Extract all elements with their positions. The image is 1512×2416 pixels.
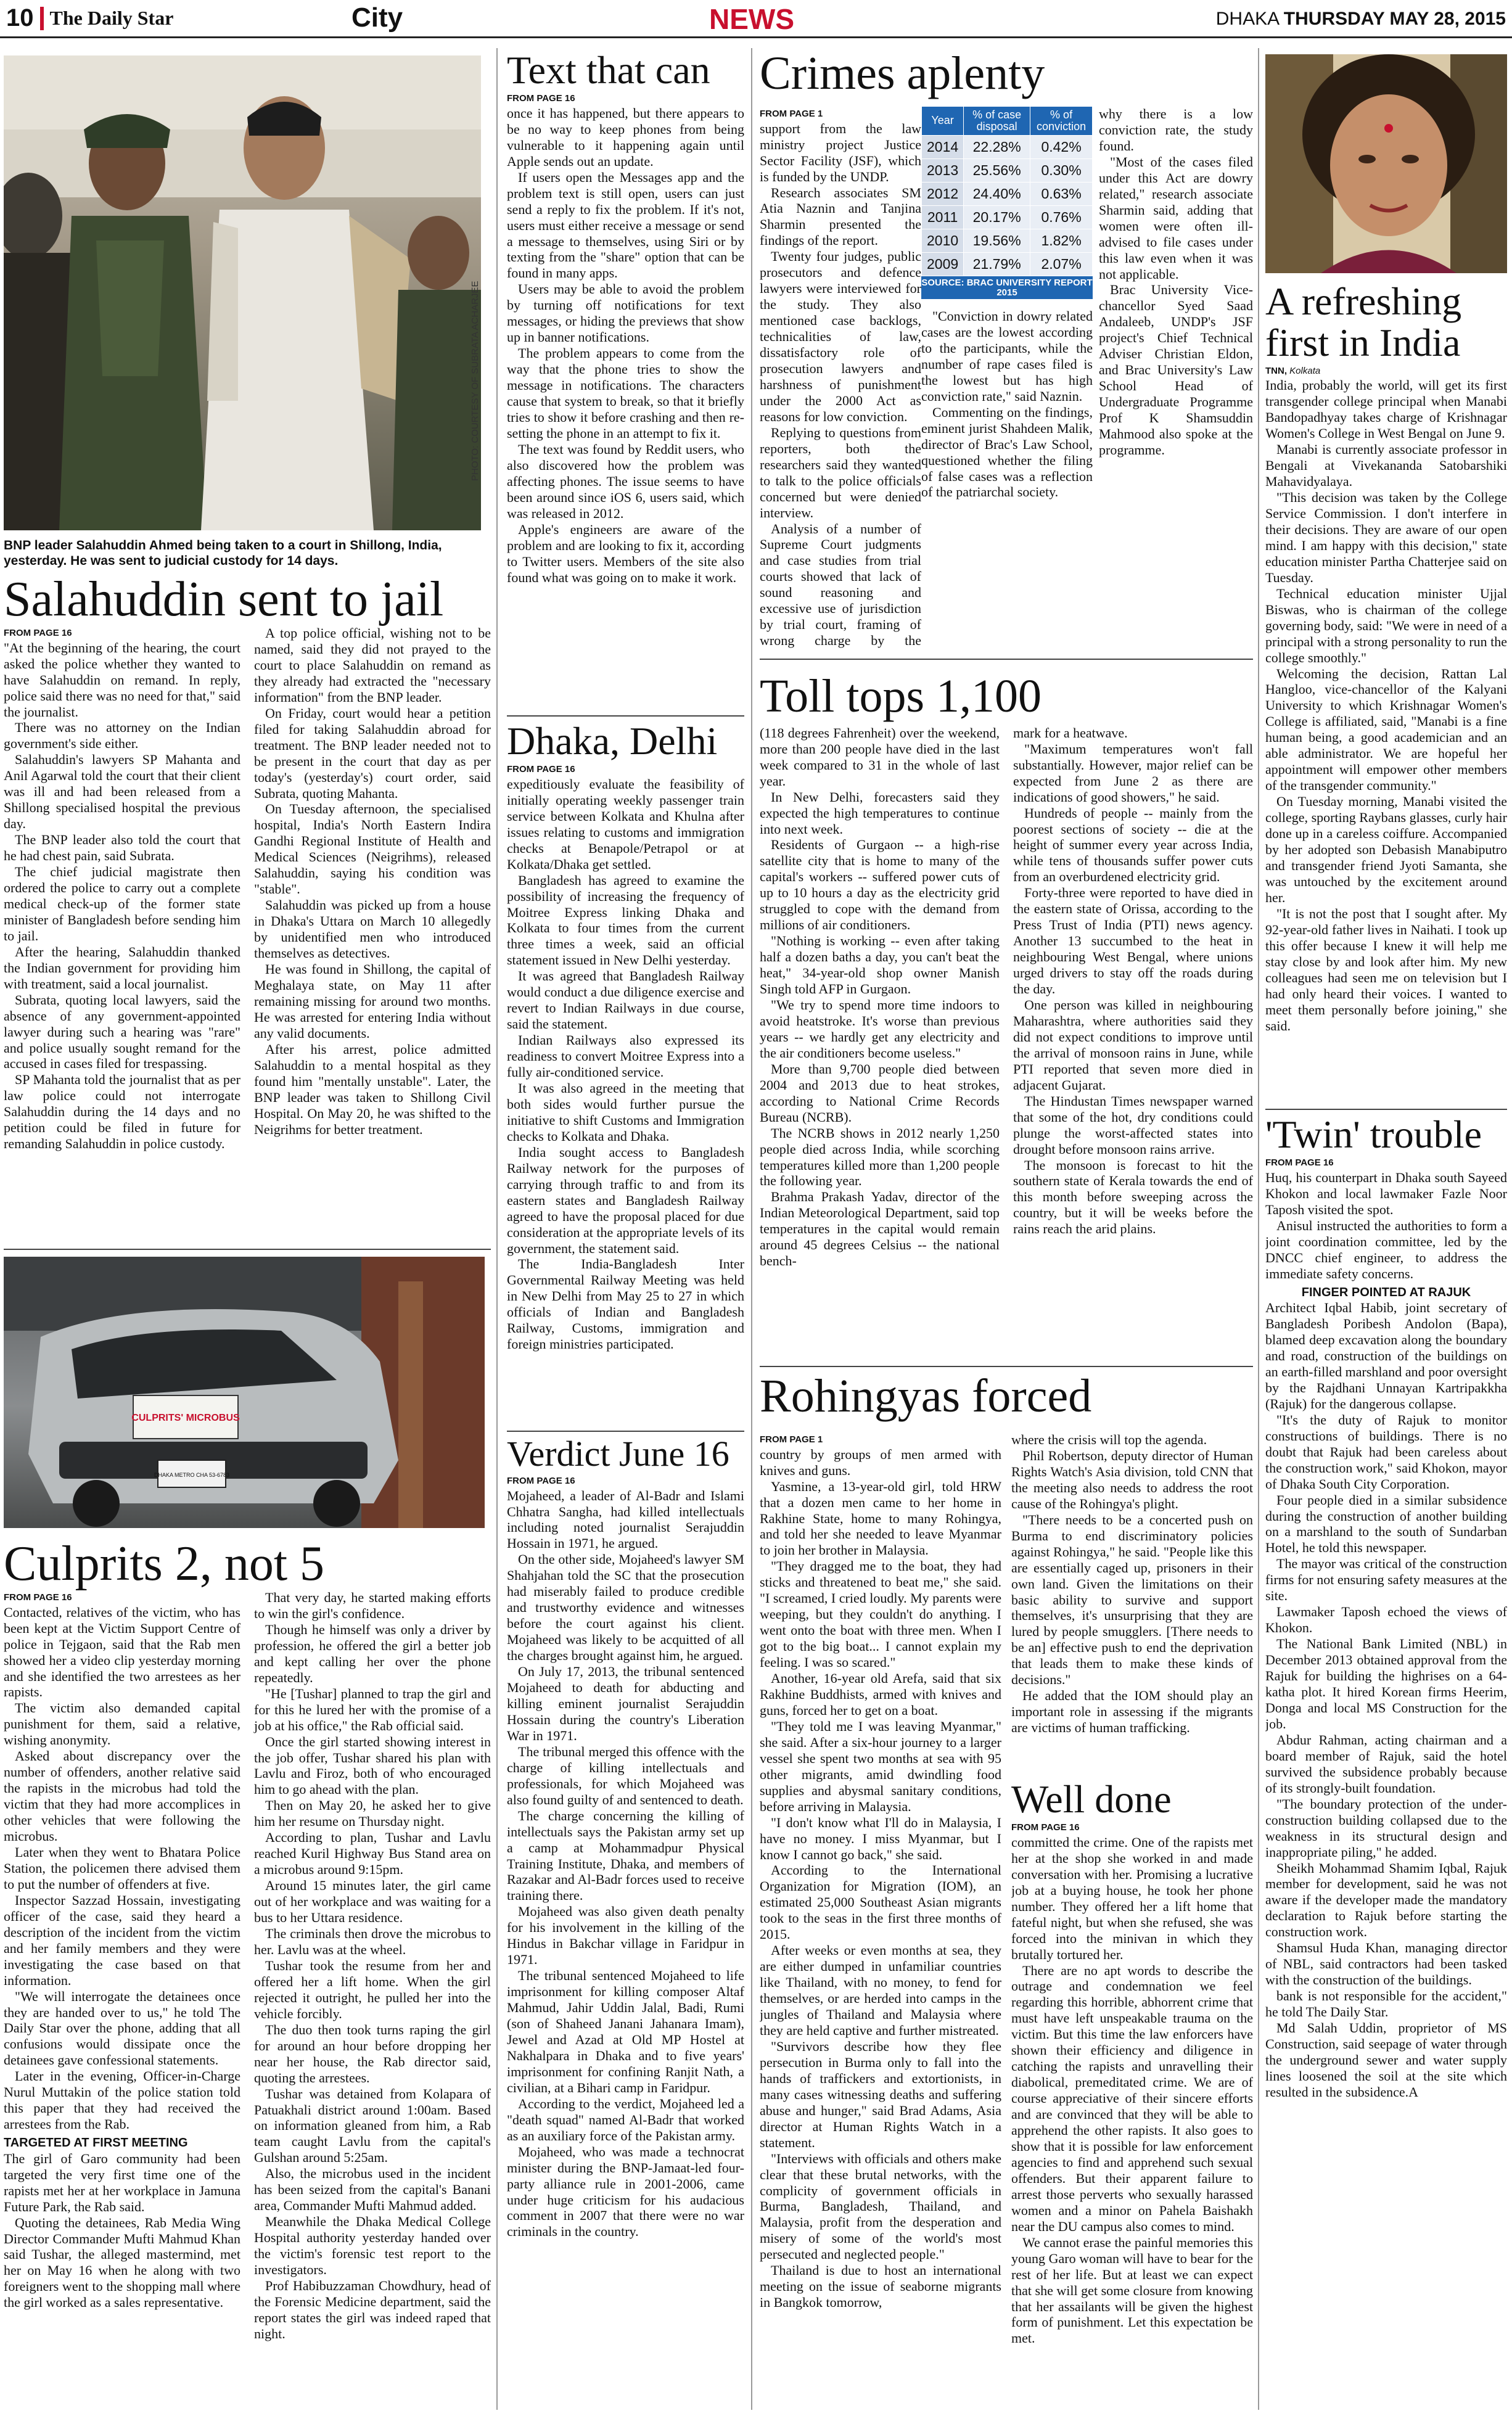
paragraph: Contacted, relatives of the victim, who has been kept at the Victim Support Centre of police in Tejgaon, said that the Rab men showed her a video clip yesterday morning and she identified the two arrestees as her rapists. — [4, 1604, 240, 1700]
microbus-illustration — [4, 1257, 485, 1528]
article-refreshing — [1265, 281, 1507, 1191]
paragraph: committed the crime. One of the rapists met her at the shop she worked in and made conversation with her. Promising a lucrative job at a buying house, he took her phone number. They offered her a lift home that fateful night, but when she refused, she was forced into the minivan in which they brutally tortured her. — [1011, 1834, 1253, 1962]
table-cell: 21.79% — [964, 252, 1030, 276]
paragraph: where the crisis will top the agenda. — [1011, 1432, 1207, 1447]
paragraph: The tribunal merged this offence with the charge of killing intellectuals and professionals, for which Mojaheed was also found guilty of and sentenced to death. — [507, 1743, 744, 1807]
paragraph: (118 degrees Fahrenheit) over the weekend, more than 200 people have died in the last week compared to 31 in the whole of last year. — [760, 725, 1000, 789]
table-row — [922, 135, 1093, 158]
table-header-cell: % of conviction — [1030, 107, 1093, 136]
paragraph: "There needs to be a concerted push on Burma to end discriminatory policies against Rohingya," he said. "People like this are essentially caged up, prisoners in their own land. Given the limitations on their basic ability to survive and support themselves, it's unsurprising that they are lured by people smugglers. [There needs to be an] effective push to end the deprivation that leads them to make these kinds of decisions." — [1011, 1511, 1253, 1688]
paragraph: Huq, his counterpart in Dhaka south Sayeed Khokon and local lawmaker Fazle Noor Taposh visited the spot. — [1265, 1169, 1507, 1217]
paragraph: According to plan, Tushar and Lavlu reached Kuril Highway Bus Stand area on a microbus around 9:15pm. — [254, 1830, 491, 1878]
from-page: FROM PAGE 1 — [760, 1434, 823, 1445]
column-divider — [751, 48, 752, 2410]
table-cell: 2013 — [922, 158, 964, 182]
paragraph: Bangladesh has agreed to examine the possibility of increasing the frequency of Moitree Express linking Dhaka and Kolkata to four times from the current three times a week, said an official statement issued in New Delhi yesterday. — [507, 872, 744, 968]
paragraph: That very day, he started making efforts to win the girl's confidence. — [254, 1590, 491, 1621]
paragraph: "We will interrogate the detainees once they are handed over to us," he told The Daily Star over the phone, adding that all confusions would dissipate once the detainees gave confessional statements. — [4, 1988, 240, 2068]
from-page: FROM PAGE 1 — [760, 109, 823, 119]
table-cell: 0.76% — [1030, 205, 1093, 229]
microbus-photo — [4, 1257, 485, 1528]
paragraph: bank is not responsible for the accident," he told The Daily Star. — [1265, 1988, 1507, 2020]
table-cell: 24.40% — [964, 182, 1030, 205]
paragraph: Later when they went to Bhatara Police Station, the policemen there advised them to put the number of offenders at five. — [4, 1844, 240, 1892]
paragraph: Then on May 20, he asked her to give him her resume on Thursday night. — [254, 1798, 491, 1830]
photo-caption: BNP leader Salahuddin Ahmed being taken to a court in Shillong, India, yesterday. He was sent to judicial custody for 14 days. — [4, 538, 442, 569]
table-cell: 2009 — [922, 252, 964, 276]
paragraph: Architect Iqbal Habib, joint secretary of Bangladesh Poribesh Andolon (Bapa), blamed deep excavation along the boundary and road, construction of the buildings on an earth-filled marshland and poor oversight by the Rajdhani Unnayan Kartripakkha (Rajuk) for the dangerous collapse. — [1265, 1300, 1507, 1411]
paragraph: He added that the IOM should play an important role in assessing if the migrants are victims of human trafficking. — [1011, 1688, 1253, 1736]
headline: A refreshing first in India — [1265, 279, 1462, 365]
article-body — [4, 1590, 491, 2404]
from-page: FROM PAGE 16 — [507, 1475, 575, 1486]
article-body — [1099, 106, 1253, 649]
table-cell: 2014 — [922, 135, 964, 158]
paragraph: Twenty four judges, public prosecutors and defence lawyers were interviewed for the study. They also mentioned case backlogs, technicalities of law, dissatisfactory role of prosecution lawyers and harshness of punishment under the 2000 Act as reasons for low conviction. — [760, 249, 921, 424]
paragraph: "We try to spend more time indoors to avoid heatstroke. It's worse than previous years -- we hardly get any electricity and the air conditioners become useless." — [760, 997, 1000, 1061]
section-label: City — [351, 2, 403, 33]
table-header-cell: % of case disposal — [964, 107, 1030, 136]
article-body — [1011, 1820, 1253, 2399]
salahuddin-photo-illustration — [4, 55, 481, 530]
paragraph: The girl of Garo community had been targeted the very first time one of the rapists met her at her workplace in Jamuna Future Park, the Rab said. — [4, 2150, 240, 2214]
paragraph: The NCRB shows in 2012 nearly 1,250 people died across India, while scorching temperatures killed more than 1,200 people the following year. — [760, 1125, 1000, 1189]
paragraph: Mojaheed, a leader of Al-Badr and Islami Chhatra Sangha, had killed intellectuals including noted journalist Serajuddin Hossain in 1971, he argued. — [507, 1487, 744, 1551]
paragraph: The monsoon is forecast to hit the southern state of Kerala towards the end of this month before sweeping across the country, but it will be weeks before the rains reach the arid plains. — [1013, 1157, 1253, 1237]
paragraph: Prof Habibuzzaman Chowdhury, head of the Forensic Medicine department, said the report states the girl was indeed raped that night. — [254, 2277, 491, 2341]
table-header-row — [922, 107, 1093, 136]
paragraph: "They told me I was leaving Myanmar," she said. After a six-hour journey to a larger vessel she spent two months at sea with 95 other migrants, amid dwindling food supplies and abysmal sanitary conditions, before arriving in Malaysia. — [760, 1718, 1001, 1814]
paragraph: Around 15 minutes later, the girl came out of her workplace and was waiting for a bus to her Uttara residence. — [254, 1878, 491, 1926]
from-page: FROM PAGE 16 — [4, 1592, 72, 1603]
paragraph: On the other side, Mojaheed's lawyer SM Shahjahan told the SC that the prosecution had miserably failed to produce credible and trustworthy evidence and witnesses before the court against his client. Mojaheed was likely to be acquitted of all the charges brought against him, he argued. — [507, 1551, 744, 1664]
paragraph: There are no apt words to describe the outrage and condemnation we feel regarding this horrible, abhorrent crime that must have left unspeakable trauma on the victim. But this time the law enforcers have shown their efficiency and diligence in catching the rapists and unravelling their diabolical, premeditated crime. We are of course appreciative of their sincere efforts and are convinced that they will be able to apprehend the other rapists. It also goes to show that it is possible for law enforcement agencies to find and apprehend such sexual offenders. But their apparent failure to arrest those perverts who sexually harassed women and a minor on Pahela Baishakh near the DU campus also comes to mind. — [1011, 1962, 1253, 2234]
table-cell: 25.56% — [964, 158, 1030, 182]
paragraph: If users open the Messages app and the problem text is still open, users can just send a reply to fix the problem. If it's not, users must either receive a message or send a message to themselves, using Siri or by texting from the "share" option that can be found in many apps. — [507, 169, 744, 281]
paragraph: Analysis of a number of Supreme Court judgments and case studies from trial courts showed that lack of sound reasoning and excessive use of jurisdiction by trial court, framing of wrong charge by the — [760, 520, 921, 649]
rohingyas-column-1 — [760, 1432, 1001, 2412]
paragraph: Lawmaker Taposh echoed the views of Khokon. — [1265, 1604, 1507, 1636]
paragraph: It was also agreed in the meeting that both sides would further pursue the initiative to shift Customs and Immigration checks to Kolkata and Dhaka. — [507, 1080, 744, 1144]
paragraph: once it has happened, but there appears to be no way to keep phones from being vulnerable to it happening again until Apple sends out an update. — [507, 105, 744, 169]
crimes-table-box — [921, 106, 1093, 299]
paragraph: Welcoming the decision, Rattan Lal Hangloo, vice-chancellor of the Kalyani University to which Krishnagar Women's College is affiliated, said, "Manabi is a fine human being, a good academician and an able administrator. We are hopeful her appointment will empower other members of the transgender community." — [1265, 665, 1507, 794]
from-page: FROM PAGE 16 — [4, 628, 72, 638]
paragraph: Inspector Sazzad Hossain, investigating officer of the case, said they heard a description of the incident from the victim and her family members and they were investigating the case based on that information. — [4, 1892, 240, 1988]
manabi-photo — [1265, 54, 1507, 273]
article-toll — [760, 672, 1253, 1366]
paragraph: Salahuddin was picked up from a house in Dhaka's Uttara on March 10 allegedly by unidentified men who introduced themselves as detectives. — [254, 897, 491, 961]
table-cell: 0.63% — [1030, 182, 1093, 205]
table-cell: 0.30% — [1030, 158, 1093, 182]
paper-name: The Daily Star — [49, 7, 174, 29]
table-cell: 2010 — [922, 229, 964, 252]
paragraph: "I don't know what I'll do in Malaysia, I have no money. I miss Myanmar, but I know I cannot go back," she said. — [760, 1814, 1001, 1862]
paragraph: After the hearing, Salahuddin thanked the Indian government for providing him with treatment, said a local journalist. — [4, 943, 240, 992]
microbus-plate: DHAKA METRO CHA 53-6783 — [154, 1472, 230, 1478]
paragraph: Abdur Rahman, acting chairman and a board member of Rajuk, said the hotel survived the subsidence probably because of its strongly-built foundation. — [1265, 1732, 1507, 1796]
section-rule — [1265, 1109, 1507, 1110]
headline: Rohingyas forced — [760, 1370, 1092, 1422]
table-cell: 2011 — [922, 205, 964, 229]
paragraph: "It is not the post that I sought after. My 92-year-old father lives in Naihati. I took up this offer because I knew it will help me stay close by and look after him. My new colleagues had seen me on television but I had only heard their voices. I wanted to meet them personally before joining," she said. — [1265, 905, 1507, 1033]
dateline-place: Kolkata — [1289, 366, 1321, 377]
paragraph: Phil Robertson, deputy director of Human Rights Watch's Asia division, told CNN that the meeting also needs to address the root cause of the Rohingya's plight. — [1011, 1447, 1253, 1511]
paragraph: "At the beginning of the hearing, the court asked the police whether they wanted to have Salahuddin on remand. In reply, police said there was no need for that," said the journalist. — [4, 639, 240, 720]
from-page: FROM PAGE 16 — [507, 764, 575, 775]
table-source: SOURCE: BRAC UNIVERSITY REPORT 2015 — [921, 276, 1093, 300]
article-dhaka-delhi — [507, 720, 744, 1452]
paragraph: The duo then took turns raping the girl for around an hour before dropping her near her house, the Rab director said, quoting the arrestees. — [254, 2021, 491, 2085]
table-row — [922, 205, 1093, 229]
table-cell: 0.42% — [1030, 135, 1093, 158]
article-verdict — [507, 1436, 744, 2398]
paragraph: Sheikh Mohammad Shamim Iqbal, Rajuk member for development, said he was not aware if the developer made the mandatory declaration to Rajuk before starting the construction work. — [1265, 1860, 1507, 1940]
paragraph: It was agreed that Bangladesh Railway would conduct a due diligence exercise and revert to Indian Railways in due course, said the statement. — [507, 968, 744, 1032]
paragraph: The chief judicial magistrate then ordered the police to carry out a complete medical check-up of the former state minister of Bangladesh before sending him to jail. — [4, 864, 240, 943]
section-rule — [4, 1249, 491, 1250]
paragraph: "This decision was taken by the College Service Commission. I don't interfere in their decisions. They are aware of our open mind. I am happy with this decision," state education minister Partha Chatterjee said on Tuesday. — [1265, 490, 1507, 585]
paragraph: "It's the duty of Rajuk to monitor constructions of buildings. There is no doubt that Rajuk had been careless about the construction work," said Khokon, mayor of Dhaka South City Corporation. — [1265, 1411, 1507, 1492]
paragraph: The mayor was critical of the construction firms for not ensuring safety measures at the site. — [1265, 1556, 1507, 1604]
page-masthead — [0, 0, 1512, 38]
headline: Crimes aplenty — [760, 47, 1045, 99]
paragraph: "They dragged me to the boat, they had sticks and threatened to beat me," she said. "I screamed, I cried loudly. My parents were weeping, but they couldn't do anything. I went onto the boat with three men. When I got to the big boat... I cannot explain my feeling. I was so scared." — [760, 1558, 1001, 1670]
crimes-column-2 — [921, 308, 1093, 651]
paragraph: The charge concerning the killing of intellectuals says the Pakistan army set up a camp at Mohammadpur Physical Training Institute, Dhaka, and members of Razakar and Al-Badr forces used to receive training there. — [507, 1807, 744, 1904]
headline: Dhaka, Delhi — [507, 719, 718, 763]
headline: Salahuddin sent to jail — [4, 572, 444, 627]
paragraph: Research associates SM Atia Naznin and Tanjina Sharmin presented the findings of the report. — [760, 184, 921, 249]
paragraph: "Maximum temperatures won't fall substantially. However, major relief can be expected from June 2 as there are indications of good showers," he said. — [1013, 741, 1253, 805]
paragraph: Md Salah Uddin, proprietor of MS Construction, said seepage of water through the underground sewer and water supply lines loosened the soil at the site which resulted in the subsidence.A — [1265, 2020, 1507, 2100]
page-number: 10 — [6, 4, 34, 31]
paragraph: Users may be able to avoid the problem by turning off notifications for text messages, or hiding the previews that show up in banner notifications. — [507, 281, 744, 345]
column-divider — [496, 48, 498, 2410]
rohingyas-column-2 — [1011, 1432, 1253, 1774]
section-rule — [760, 659, 1253, 660]
salahuddin-photo — [4, 55, 481, 530]
paragraph: Manabi is currently associate professor in Bengali at Vivekananda Satobarshiki Mahavidyalaya. — [1265, 442, 1507, 490]
paragraph: "He [Tushar] planned to trap the girl and for this he lured her with the promise of a job at his office," the Rab official said. — [254, 1685, 491, 1733]
paragraph: The National Bank Limited (NBL) in December 2013 obtained approval from the Rajuk for building the highrises on a 64-katha plot. It hired Korean firms Heerim, Donga and local MS Construction for the job. — [1265, 1636, 1507, 1732]
paragraph: "Survivors describe how they flee persecution in Burma only to fall into the hands of traffickers and extortionists, in many cases witnessing deaths and suffering abuse and hunger," said Brad Adams, Asia director at Human Rights Watch in a statement. — [760, 2038, 1001, 2150]
paragraph: Mojaheed, who was made a technocrat minister during the BNP-Jamaat-led four-party alliance rule in 2001-2006, came under huge criticism for his audacious comment in 2007 that there were no war criminals in the country. — [507, 2143, 744, 2240]
manabi-photo-illustration — [1265, 54, 1507, 273]
table-cell: 20.17% — [964, 205, 1030, 229]
article-body — [507, 91, 744, 750]
table-cell: 2.07% — [1030, 252, 1093, 276]
paragraph: One person was killed in neighbouring Maharashtra, where authorities said they did not expect conditions to improve until the arrival of monsoon rains in June, while PTI reported that seven more died in adjacent Gujarat. — [1013, 997, 1253, 1093]
table-row — [922, 252, 1093, 276]
paragraph: Replying to questions from reporters, both the researchers said they wanted to talk to the police officials concerned but were denied interview. — [760, 424, 921, 520]
paragraph: Tushar was detained from Kolapara of Patuakhali district around 1:00am. Based on information gleaned from him, a Rab team caught Lavlu from the capital's Gulshan around 5:25am. — [254, 2085, 491, 2166]
paragraph: why there is a low conviction rate, the study found. — [1099, 106, 1253, 154]
dateline-date: THURSDAY MAY 28, 2015 — [1283, 9, 1506, 29]
paragraph: country by groups of men armed with knives and guns. — [760, 1446, 1001, 1478]
paragraph: Also, the microbus used in the incident has been seized from the capital's Banani area, Commander Mufti Mahmud added. — [254, 2166, 491, 2214]
article-body — [921, 308, 1093, 651]
paragraph: According to the International Organization for Migration (IOM), an estimated 25,000 Southeast Asian migrants took to the seas in the first three months of 2015. — [760, 1862, 1001, 1942]
paragraph: Four people died in a similar subsidence during the construction of another building on a marshland to the south of Sundarban Hotel, he told this newspaper. — [1265, 1492, 1507, 1556]
paragraph: The problem appears to come from the way that the phone tries to show the message in notifications. The characters cause that system to break, so that it briefly tries to show it before crashing and then re-setting the phone in an attempt to fix it. — [507, 345, 744, 441]
paragraph: "The boundary protection of the under-construction building collapsed due to the weakness in its structural design and inappropriate piling," he added. — [1265, 1796, 1507, 1860]
paragraph: We cannot erase the painful memories this young Garo woman will have to bear for the rest of her life. But at least we can expect that she will get some closure from knowing that her assailants will be given the highest form of punishment. Let this expectation be met. — [1011, 2234, 1253, 2346]
table-cell: 1.82% — [1030, 229, 1093, 252]
news-label: NEWS — [709, 3, 794, 35]
headline: Toll tops 1,100 — [760, 670, 1042, 722]
article-body — [507, 762, 744, 1452]
microbus-sign: CULPRITS' MICROBUS — [131, 1413, 240, 1423]
paragraph: The tribunal sentenced Mojaheed to life imprisonment for killing composer Altaf Mahmud, Jahir Uddin Jalal, Badi, Rumi (son of Shaheed Janani Jahanara Imam), Jewel and Azad at Old MP Hostel at Nakhalpara in Dhaka and to five years' imprisonment for confining Ranjit Nath, a civilian, at a Bihari camp in Faridpur. — [507, 1968, 744, 2095]
paragraph: mark for a heatwave. — [1013, 725, 1128, 741]
article-body — [1265, 1155, 1507, 2407]
paragraph: After weeks or even months at sea, they are either dumped in unfamiliar countries like Thailand, with no money, to fend for themselves, or are herded into camps in the jungles of Thailand and Malaysia where they are held captive and further mistreated. — [760, 1942, 1001, 2038]
table-cell: 2012 — [922, 182, 964, 205]
article-salahuddin — [4, 573, 491, 1267]
paragraph: Forty-three were reported to have died in the eastern state of Orissa, according to the Press Trust of India (PTI) news agency. Another 13 succumbed to the heat in neighbouring West Bengal, where unions urged drivers to stay off the roads during the day. — [1013, 885, 1253, 997]
paragraph: Later in the evening, Officer-in-Charge Nurul Muttakin of the police station told this paper that they had received the arrestees from the Rab. — [4, 2068, 240, 2132]
paragraph: After his arrest, police admitted Salahuddin to a mental hospital as they found him "mentally unstable". Later, the BNP leader was taken to Shillong Civil Hospital. On May 20, he was shifted to the Neigrihms for better treatment. — [254, 1041, 491, 1137]
article-text-that-can — [507, 49, 744, 750]
headline: Culprits 2, not 5 — [4, 1537, 325, 1591]
article-body — [507, 1473, 744, 2398]
article-body — [760, 1432, 1001, 2412]
article-body — [4, 625, 491, 1267]
headline: 'Twin' trouble — [1265, 1112, 1482, 1156]
headline: Well done — [1011, 1777, 1172, 1821]
paragraph: support from the law ministry project Justice Sector Facility (JSF), which is funded by the UNDP. — [760, 120, 921, 184]
paragraph: Residents of Gurgaon -- a high-rise satellite city that is home to many of the capital's workers -- suffered power cuts of up to 10 hours a day as the electricity grid struggled to cope with the demand from millions of air conditioners. — [760, 837, 1000, 933]
crimes-column-1 — [760, 106, 921, 649]
paragraph: More than 9,700 people died between 2004 and 2013 due to heat strokes, according to National Crime Records Bureau (NCRB). — [760, 1061, 1000, 1125]
section-rule — [507, 715, 744, 717]
section-rule — [507, 1431, 744, 1432]
from-page: FROM PAGE 16 — [507, 93, 575, 104]
dateline-tnn — [1265, 366, 1507, 376]
from-page: FROM PAGE 16 — [1011, 1822, 1080, 1833]
article-twin — [1265, 1114, 1507, 2407]
paragraph: Though he himself was only a driver by profession, he offered the girl a better job and kept calling her over the phone repeatedly. — [254, 1621, 491, 1685]
subhead: FINGER POINTED AT RAJUK — [1301, 1285, 1471, 1299]
paragraph: "Interviews with officials and others make clear that these brutal networks, with the complicity of government officials in Burma, Bangladesh, Thailand, and Malaysia, profit from the desperation and misery of some of the world's most persecuted and neglected people." — [760, 2150, 1001, 2262]
dateline-agency: TNN, — [1265, 366, 1287, 377]
paragraph: Indian Railways also expressed its readiness to convert Moitree Express into a fully air-conditioned service. — [507, 1032, 744, 1080]
column-divider — [1258, 48, 1259, 2410]
paragraph: The Hindustan Times newspaper warned that some of the hot, dry conditions could plunge the worst-affected states into drought before monsoon rains arrive. — [1013, 1093, 1253, 1157]
table-row — [922, 182, 1093, 205]
paragraph: Apple's engineers are aware of the problem and are looking to fix it, according to Twitter users. Members of the site also found what was going on to make it work. — [507, 521, 744, 585]
table-cell: 19.56% — [964, 229, 1030, 252]
from-page: FROM PAGE 16 — [1265, 1157, 1334, 1169]
paragraph: In New Delhi, forecasters said they expected the high temperatures to continue into next week. — [760, 789, 1000, 837]
paragraph: Commenting on the findings, eminent jurist Shahdeen Malik, director of Brac's Law School, questioned whether the filing of false cases was a reflection of the patriarchal society. — [921, 404, 1093, 500]
paragraph: Shamsul Huda Khan, managing director of NBL, said contractors had been tasked with the construction of the buildings. — [1265, 1940, 1507, 1988]
paragraph: "Most of the cases filed under this Act are dowry related," research associate Sharmin said, adding that women were often ill-advised to file cases under this law even when it was not applicable. — [1099, 154, 1253, 282]
paragraph: Asked about discrepancy over the number of offenders, another relative said the rapists in the microbus had told the victim that they had more accomplices in other vehicles that were following the microbus. — [4, 1748, 240, 1844]
paragraph: "Conviction in dowry related cases are the lowest according to the participants, while the number of rape cases filed is the lowest but has high conviction rate," said Naznin. — [921, 308, 1093, 404]
table-header-cell: Year — [922, 107, 964, 136]
paragraph: Thailand is due to host an international meeting on the issue of seaborne migrants in Bangkok tomorrow, — [760, 2262, 1001, 2311]
paragraph: A top police official, wishing not to be named, said they did not prayed to the court to place Salahuddin on remand as they already had extracted the "necessary information" from the BNP leader. — [254, 625, 491, 705]
paragraph: Once the girl started showing interest in the job offer, Tushar shared his plan with Lavlu and Firoz, both of who encouraged him to go ahead with the plan. — [254, 1733, 491, 1798]
article-rohingyas — [760, 1372, 1253, 1421]
paragraph: Another, 16-year old Arefa, said that six Rakhine Buddhists, armed with knives and guns, forced her to get on a boat. — [760, 1670, 1001, 1718]
subhead: TARGETED AT FIRST MEETING — [4, 2136, 188, 2150]
dateline — [1216, 9, 1506, 30]
paragraph: Mojaheed was also given death penalty for his involvement in the killing of the Hindus in Bakchar village in Faridpur in 1971. — [507, 1904, 744, 1968]
paragraph: Technical education minister Ujjal Biswas, who is chairman of the college governing body, said: "We were in need of a principal with a strong personality to run the college smoothly." — [1265, 585, 1507, 665]
article-well-done — [1011, 1778, 1253, 2399]
paragraph: Quoting the detainees, Rab Media Wing Director Commander Mufti Mahmud Khan said Tushar, the alleged mastermind, met her on May 16 when he along with two foreigners went to the shopping mall where the girl worked as a sales representative. — [4, 2214, 240, 2311]
paragraph: On Friday, court would hear a petition filed for taking Salahuddin abroad for treatment. The BNP leader needed not to be present in the court that day as per today's (yesterday's) court order, said Subrata, quoting Mahanta. — [254, 705, 491, 801]
paragraph: Subrata, quoting local lawyers, said the absence of any government-appointed lawyer during such a hearing was "rare" and police usually sought remand for the accused in cases filed for trespassing. — [4, 992, 240, 1072]
article-body — [1011, 1432, 1253, 1774]
paragraph: India, probably the world, will get its first transgender college principal when Manabi Bandopadhyay takes charge of Krishnagar Women's College in West Bengal on June 9. — [1265, 377, 1507, 442]
table-row — [922, 229, 1093, 252]
article-body — [760, 725, 1253, 1366]
section-rule — [760, 1366, 1253, 1367]
paragraph: There was no attorney on the Indian government's side either. — [4, 720, 240, 752]
paragraph: Meanwhile the Dhaka Medical College Hospital authority yesterday handed over the victim's forensic test report to the investigators. — [254, 2214, 491, 2278]
paragraph: He was found in Shillong, the capital of Meghalaya state, on May 11 after remaining missing for around two months. He was arrested for entering India without any valid documents. — [254, 961, 491, 1041]
paragraph: According to the verdict, Mojaheed led a "death squad" named Al-Badr that worked as an auxiliary force of the Pakistan army. — [507, 2095, 744, 2143]
paragraph: The criminals then drove the microbus to her. Lavlu was at the wheel. — [254, 1926, 491, 1957]
paragraph: On July 17, 2013, the tribunal sentenced Mojaheed to death for abducting and killing eminent journalist Serajuddin Hossain during the country's Liberation War in 1971. — [507, 1664, 744, 1743]
article-body — [1265, 377, 1507, 1191]
paragraph: "Nothing is working -- even after taking half a dozen baths a day, you can't beat the heat," 34-year-old shop owner Manish Singh told AFP in Gurgaon. — [760, 933, 1000, 997]
paragraph: Yasmine, a 13-year-old girl, told HRW that a dozen men came to her home in Rakhine State, home to many Rohingya, and told her she needed to leave Myanmar to join her brother in Malaysia. — [760, 1478, 1001, 1558]
page-number-divider — [40, 7, 44, 30]
paragraph: On Tuesday afternoon, the specialised hospital, India's North Eastern Indira Gandhi Regional Institute of Health and Medical Sciences (Neigrihms), released Salahuddin, saying his condition was "stable". — [254, 801, 491, 897]
paragraph: Anisul instructed the authorities to form a joint coordination committee, led by the DNCC chief engineer, to address the immediate safety concerns. — [1265, 1217, 1507, 1281]
paragraph: expeditiously evaluate the feasibility of initially operating weekly passenger train service between Kolkata and Khulna after issues relating to customs and immigration checks at Benapole/Petrapol or at Kolkata/Dhaka get settled. — [507, 776, 744, 872]
crimes-stats-table — [921, 106, 1093, 276]
table-cell: 22.28% — [964, 135, 1030, 158]
paragraph: Brahma Prakash Yadav, director of the Indian Meteorological Department, said top temperatures in the capital would remain around 45 degrees Celsius -- the national bench- — [760, 1189, 1000, 1269]
article-body — [760, 106, 921, 649]
paragraph: The victim also demanded capital punishment for them, said a relative, wishing anonymity. — [4, 1700, 240, 1748]
paragraph: The India-Bangladesh Inter Governmental Railway Meeting was held in New Delhi from May 25 to 27 in which officials of Indian and Bangladesh Railway, Customs, immigration and foreign ministries participated. — [507, 1256, 744, 1352]
crimes-column-3 — [1099, 106, 1253, 649]
dateline-city: DHAKA — [1215, 9, 1279, 29]
paragraph: SP Mahanta told the journalist that as per law police could not interrogate Salahuddin during the 14 days and no petition could be filed in future for remanding Salahuddin in police custody. — [4, 1072, 240, 1152]
photo-credit: PHOTO: COURTESY OF SUBRATA ACHARJEE — [470, 281, 480, 481]
paragraph: The text was found by Reddit users, who also discovered how the problem was affecting phones. The issue seems to have been around since iOS 6, users said, which was released in 2012. — [507, 441, 744, 521]
paragraph: Salahuddin's lawyers SP Mahanta and Anil Agarwal told the court that their client was ill and had been released from a Shillong specialised hospital the previous day. — [4, 752, 240, 832]
paragraph: On Tuesday morning, Manabi visited the college, sporting Raybans glasses, curly hair done up in a careless coiffure. Accompanied by her adopted son Debasish Manabiputro and transgender friend Jyoti Samanta, she was untouched by the excitement around her. — [1265, 794, 1507, 905]
paragraph: Tushar took the resume from her and offered her a lift home. When the girl rejected it outright, he pulled her into the vehicle forcibly. — [254, 1957, 491, 2021]
paragraph: Hundreds of people -- mainly from the poorest sections of society -- die at the height of summer every year across India, while tens of thousands suffer power cuts from an overburdened electricity grid. — [1013, 805, 1253, 885]
table-row — [922, 158, 1093, 182]
article-crimes — [760, 49, 1253, 99]
paragraph: India sought access to Bangladesh Railway network for the purposes of carrying through traffic to and from its eastern states and Bangladesh Railway agreed to have the proposal placed for due consideration at the appropriate levels of its government, the statement said. — [507, 1144, 744, 1256]
paragraph: The BNP leader also told the court that he had chest pain, said Subrata. — [4, 832, 240, 864]
article-culprits — [4, 1538, 491, 2404]
paragraph: Brac University Vice-chancellor Syed Saad Andaleeb, UNDP's JSF project's Chief Technical Adviser Christian Eldon, and Brac University's Law School Head of Undergraduate Programme Prof K Shamsuddin Mahmood also spoke at the programme. — [1099, 282, 1253, 458]
headline: Text that can — [507, 48, 710, 92]
headline: Verdict June 16 — [507, 1434, 729, 1474]
